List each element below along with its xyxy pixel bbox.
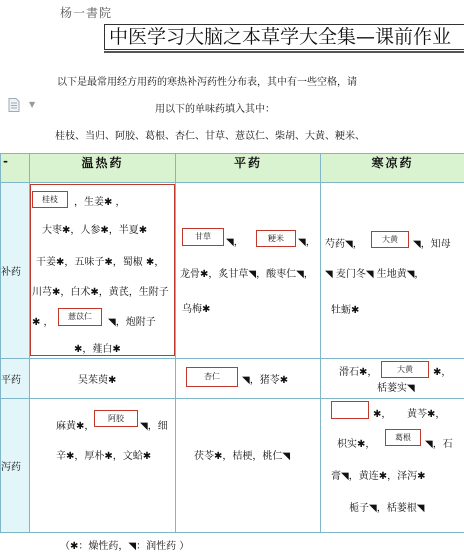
herb-line: ◥，猪苓✱ xyxy=(242,375,289,386)
herb-line: ◥，知母 xyxy=(413,239,451,250)
herb-line: 膏◥，黄连✱，泽泻✱ xyxy=(331,471,426,482)
answer-box[interactable]: 大黄 xyxy=(371,231,409,248)
chevron-down-icon[interactable]: ▼ xyxy=(29,100,36,109)
answer-box[interactable]: 大黄 xyxy=(381,361,429,378)
answer-box[interactable]: 甘草 xyxy=(182,228,224,246)
cell-purge-warm xyxy=(30,399,176,533)
herb-line: 牡蛎✱ xyxy=(331,305,360,316)
answer-box[interactable]: 杏仁 xyxy=(186,367,238,387)
herb-line: 辛✱，厚朴✱，文蛤✱ xyxy=(56,451,152,462)
herb-line: 川芎✱，白术✱，黄芪，生附子 xyxy=(32,287,169,298)
legend: （✱：燥性药，◥：润性药 ） xyxy=(60,541,190,552)
table-row xyxy=(1,183,464,359)
herb-line: ◥，细 xyxy=(140,421,168,432)
herb-line: 栀子◥，栝蒌根◥ xyxy=(349,503,425,514)
herb-table xyxy=(0,153,464,533)
column-header-cold: 寒凉药 xyxy=(321,154,464,183)
table-row xyxy=(1,359,464,399)
herb-list: 桂枝、当归、阿胶、葛根、杏仁、甘草、薏苡仁、柴胡、大黄、粳米、 xyxy=(55,131,365,142)
row-label: 补药 xyxy=(1,183,30,359)
answer-box[interactable]: 葛根 xyxy=(385,429,421,446)
herb-line: ✱，薤白✱ xyxy=(74,344,121,355)
cell-neutral-cold xyxy=(321,359,464,399)
herb-line: 茯苓✱，桔梗，桃仁◥ xyxy=(194,451,291,462)
herb-line: 干姜✱，五味子✱，蜀椒 ✱， xyxy=(36,257,165,268)
herb-line: 栝蒌实◥ xyxy=(377,383,415,394)
table-header-row xyxy=(1,154,464,183)
cell-tonic-cold xyxy=(321,183,464,359)
herb-line: 麻黄✱， xyxy=(56,421,95,432)
herb-line: ◥，石 xyxy=(425,439,453,450)
answer-box[interactable]: 薏苡仁 xyxy=(58,308,102,326)
herb-line: 乌梅✱ xyxy=(182,304,211,315)
answer-box[interactable] xyxy=(331,401,369,419)
cell-neutral-neutral xyxy=(176,359,321,399)
answer-box[interactable]: 粳米 xyxy=(256,230,296,247)
herb-line: 枳实✱， xyxy=(337,439,376,450)
answer-box[interactable]: 桂枝 xyxy=(32,191,68,208)
row-label: 泻药 xyxy=(1,399,30,533)
column-header-neutral: 平药 xyxy=(176,154,321,183)
herb-line: ◥， xyxy=(226,237,244,248)
herb-line: ◥ 麦门冬◥ 生地黄◥， xyxy=(325,269,425,280)
herb-line: ✱， xyxy=(433,367,452,378)
herb-line: ✱， xyxy=(373,409,392,420)
herb-line: 大枣✱，人参✱，半夏✱ xyxy=(42,225,148,236)
intro-line-1: 以下是最常用经方用药的寒热补泻药性分布表，其中有一些空格，请 xyxy=(57,77,357,88)
cell-purge-cold xyxy=(321,399,464,533)
column-header-warm: 温热药 xyxy=(30,154,176,183)
table-row xyxy=(1,399,464,533)
cell-tonic-neutral xyxy=(176,183,321,359)
intro-line-2: 用以下的单味药填入其中： xyxy=(155,104,275,115)
herb-line: 吴茱萸✱ xyxy=(78,375,117,386)
herb-line: ◥，炮附子 xyxy=(108,317,156,328)
column-header-corner: - xyxy=(1,154,30,183)
cell-tonic-warm xyxy=(30,183,176,359)
cell-neutral-warm xyxy=(30,359,176,399)
document-icon[interactable] xyxy=(8,98,20,112)
row-label: 平药 xyxy=(1,359,30,399)
brand-logo: 杨一書院 xyxy=(60,6,113,20)
herb-line: 芍药◥， xyxy=(325,239,363,250)
herb-line: 黄芩✱， xyxy=(407,409,446,420)
herb-line: ◥， xyxy=(298,237,316,248)
herb-line: ，生姜✱ ， xyxy=(74,197,126,208)
title-underline xyxy=(104,51,464,53)
cell-purge-neutral xyxy=(176,399,321,533)
herb-line: ✱ ， xyxy=(32,317,54,328)
herb-line: 龙骨✱，炙甘草◥，酸枣仁◥， xyxy=(180,269,314,280)
herb-line: 滑石✱， xyxy=(339,367,378,378)
answer-box[interactable]: 阿胶 xyxy=(94,410,138,427)
page-title: 中医学习大脑之本草学大全集—课前作业 xyxy=(104,24,464,50)
